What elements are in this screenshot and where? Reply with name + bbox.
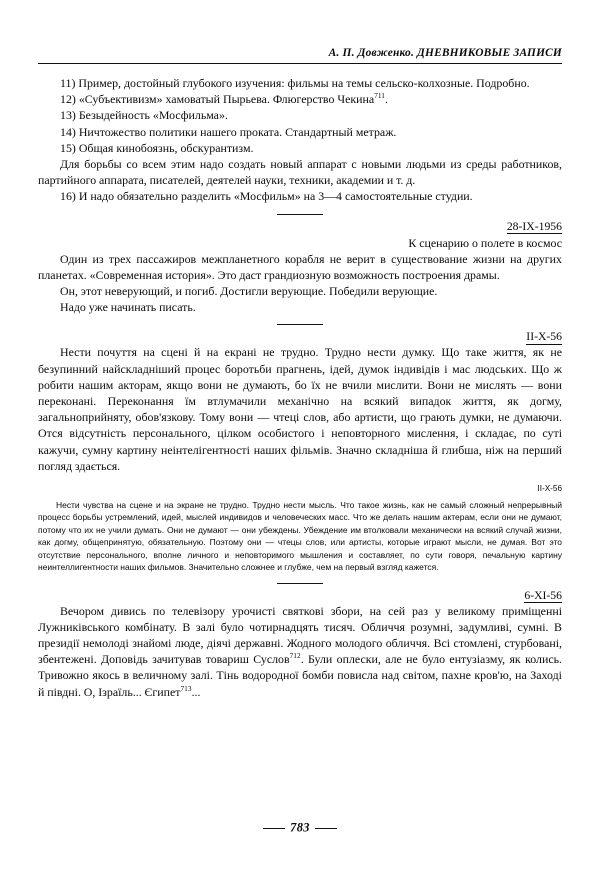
- folio-dash-left: [263, 828, 285, 829]
- running-header: А. П. Довженко. ДНЕВНИКОВЫЕ ЗАПИСИ: [328, 47, 562, 59]
- entry-2-paragraph: Нести почуття на сцені й на екрані не трудно. Трудно нести думку. Що таке життя, як не безупинний найскладніший процес боротьби прагнень, ідей, думок індивідів і мас людських. Що ж робити нашим акторам, якщо вони не думають, бо їх не вчили мислити. Вони не мислять — вони переконані. Переконання їм втлумачили механічно на всякий випадок життя, як догму, загальноприйняту, обов'язкову. Тому вони — чтеці слов, або артисти, що грають думки, не думаючи. Отся відсутність персонального, цілком особистого і неповторного мислення, і складає, по суті кажучи, сумну картину неінтелігентності наших фільмів. Значно складніша й глибша, ніж на перший погляд здається.: [38, 345, 562, 473]
- footnote-marker-712[interactable]: 712: [289, 651, 301, 661]
- section-entry-1956-10-02-ua: [38, 329, 562, 474]
- entry-3-text-part1: Вечором дивись по телевізору урочисті святкові збори, на сей раз у великому приміщенні Лужниківського комбінату. В залі було чотирнадцять тисяч. Обличчя розумні, задумливі, сумні. В президії немолоді знайомі люде, діячі державні. Жодного молодого обличчя. Всі стомлені, стурбовані, збентежені. Доповідь зачитував товариш Суслов: [38, 603, 562, 667]
- page-folio: [0, 820, 600, 836]
- entry-1-paragraph-2: Он, этот неверующий, и погиб. Достигли верующие. Победили верующие.: [60, 284, 438, 299]
- list-item-13: 13) Безыдейность «Мосфильма».: [60, 108, 228, 123]
- entry-3-paragraph: [38, 603, 562, 700]
- section-divider-3: [38, 583, 562, 584]
- list-item-14: 14) Ничтожество политики нашего проката. Стандартный метраж.: [60, 124, 397, 139]
- list-item-12-text: 12) «Субъективизм» хамоватый Пырьева. Флюгерство Чекина: [60, 92, 375, 107]
- list-item-12: [38, 91, 562, 107]
- section-divider-2: [38, 324, 562, 325]
- section-divider-1: [38, 214, 562, 215]
- entry-date-1-value: 28-IX-1956: [506, 219, 562, 233]
- translation-date: II-X-56: [537, 484, 562, 494]
- list-item-12-tail: .: [384, 92, 388, 107]
- footnote-marker-711[interactable]: 711: [374, 91, 385, 101]
- section-entry-1956-09-28: [38, 219, 562, 316]
- entry-subtitle-1: К сценарию о полете в космос: [408, 235, 562, 250]
- header-rule: [38, 63, 562, 64]
- section-list-continuation: [38, 75, 562, 205]
- entry-3-text-part3: ...: [191, 684, 201, 699]
- entry-date-3-value: 6-XI-56: [524, 588, 562, 602]
- list-item-11: 11) Пример, достойный глубокого изучения: фильмы на темы сельско-колхозные. Подробно.: [60, 76, 530, 90]
- folio-dash-right: [315, 828, 337, 829]
- entry-date-2-value: II-X-56: [526, 330, 562, 344]
- page-number: 783: [290, 820, 310, 835]
- entry-1-paragraph-3: Надо уже начинать писать.: [60, 300, 196, 315]
- entry-date-2: [38, 329, 562, 344]
- section-entry-1956-11-06: [38, 588, 562, 700]
- translation-paragraph: Нести чувства на сцене и на экране не трудно. Трудно нести мысль. Что такое жизнь, как не самый сложный непрерывный процесс борьбы устремлений, идей, мыслей индивидов и человеческих масс. Что же делать нашим актерам, если они не думают, потому что их не учили думать. Они не думают — они убеждены. Убеждение им втолковали механически на всякий случай жизни, как догму, общепринятую, обязательную. Поэтому они — чтецы слов, или артисты, которые играют мысли, не думая. Вот это отсутствие персонального, вполне личного и неповторимого мышления и составляет, по сути говоря, печальную картину неинтеллигентности наших фильмов. Значительно сложнее и глубже, чем на первый взгляд кажется.: [38, 500, 562, 573]
- paragraph-apparatus: Для борьбы со всем этим надо создать новый аппарат с новыми людьми из среды работников, партийного аппарата, писателей, деятелей науки, техники, академии и т. д.: [38, 157, 562, 188]
- entry-date-1: [38, 219, 562, 234]
- footnote-marker-713[interactable]: 713: [180, 683, 192, 693]
- entry-date-3: [38, 588, 562, 603]
- entry-1-paragraph-1: Один из трех пассажиров межпланетного корабля не верит в существование жизни на других планетах. «Современная история». Это даст грандиозную возможность построения драмы.: [38, 251, 562, 282]
- list-item-16: 16) И надо обязательно разделить «Мосфильм» на 3—4 самостоятельные студии.: [60, 189, 473, 204]
- list-item-15: 15) Общая кинобоязнь, обскурантизм.: [60, 140, 254, 155]
- section-entry-1956-10-02-ru: [38, 483, 562, 573]
- entry-3-text-part2: . Були оплески, але не було ентузіазму, як колись. Тривожно якось в величному залі. Тінь водородної бомби повисла над світом, пахне кров'ю, на Заході й півдні. О, Ізраїль... Єгипет: [38, 652, 562, 699]
